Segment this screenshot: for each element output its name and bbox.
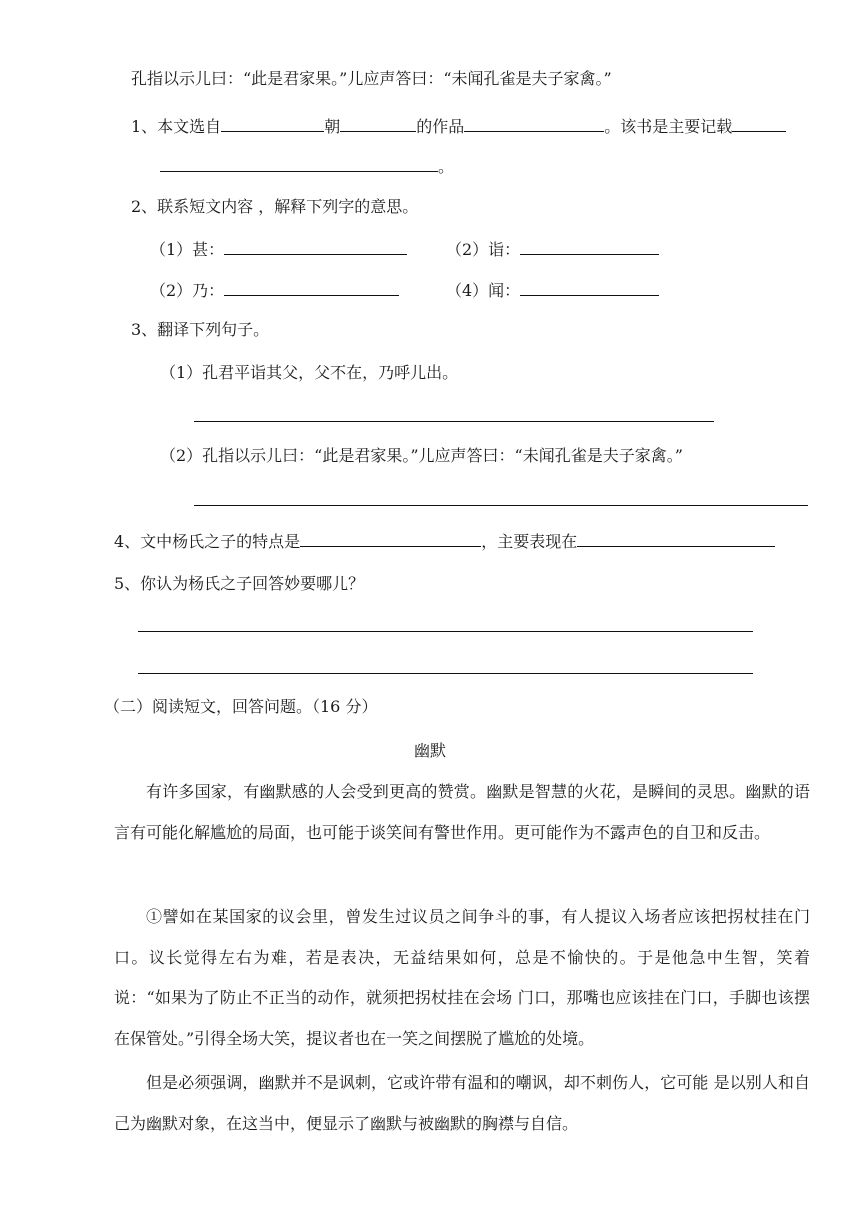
passage-paragraph-2: ①譬如在某国家的议会里，曾发生过议员之间争斗的事，有人提议入场者应该把拐杖挂在门口。议长觉得左右为难，若是表决，无益结果如何，总是不愉快的。于是他急中生智，笑着说：“如果为了防止不正当的动作，就须把拐杖挂在会场 门口，那嘴也应该挂在门口，手脚也该摆在保管处。”引得全场大笑，提议者也在一笑之间摆脱了尴尬的处境。 bbox=[114, 907, 810, 1048]
q4-blank-trait[interactable] bbox=[300, 530, 481, 547]
q1-prefix: 1、本文选自 bbox=[131, 117, 222, 136]
q1-blank-content[interactable] bbox=[160, 155, 438, 172]
q4-mid: ，主要表现在 bbox=[481, 532, 578, 551]
q3-answer-line-2[interactable] bbox=[194, 505, 808, 506]
passage-paragraph-1: 有许多国家，有幽默感的人会受到更高的赞赏。幽默是智慧的火花，是瞬间的灵思。幽默的语言有可能化解尴尬的局面，也可能于谈笑间有警世作用。更可能作为不露声色的自卫和反击。 bbox=[114, 782, 810, 842]
q4-prefix: 4、文中杨氏之子的特点是 bbox=[114, 532, 301, 551]
q2-item-1: （1）甚： bbox=[150, 238, 407, 260]
question-5-label: 5、你认为杨氏之子回答妙要哪儿？ bbox=[114, 574, 365, 593]
q1-mid3: 。该书是主要记载 bbox=[604, 117, 733, 136]
question-1-continued bbox=[160, 155, 454, 177]
q1-end: 。 bbox=[438, 157, 455, 176]
passage-paragraph-3: 但是必须强调，幽默并不是讽刺，它或许带有温和的嘲讽，却不刺伤人，它可能 是以别人和自己为幽默对象，在这当中，便显示了幽默与被幽默的胸襟与自信。 bbox=[114, 1073, 810, 1133]
q2-blank-1[interactable] bbox=[224, 238, 407, 255]
q4-blank-evidence[interactable] bbox=[577, 530, 775, 547]
q5-answer-line-2[interactable] bbox=[138, 673, 753, 674]
question-1 bbox=[131, 115, 786, 137]
question-2-label: 2、联系短文内容 ，解释下列字的意思。 bbox=[131, 197, 419, 216]
q2-blank-2[interactable] bbox=[520, 238, 659, 255]
question-4 bbox=[114, 530, 775, 552]
q2-item-2: （2）诣： bbox=[446, 238, 659, 260]
q3-sentence-2: （2）孔指以示儿曰：“此是君家果。”儿应声答曰：“未闻孔雀是夫子家禽。” bbox=[160, 446, 683, 465]
section-2-heading: （二）阅读短文，回答问题。（16 分） bbox=[104, 697, 378, 716]
q2-blank-3[interactable] bbox=[224, 279, 399, 296]
q1-blank-source[interactable] bbox=[221, 115, 324, 132]
q5-answer-line-1[interactable] bbox=[138, 631, 753, 632]
q1-blank-dynasty[interactable] bbox=[340, 115, 416, 132]
q2-blank-4[interactable] bbox=[520, 279, 659, 296]
q3-answer-line-1[interactable] bbox=[194, 421, 714, 422]
q1-mid1: 朝 bbox=[324, 117, 341, 136]
q1-mid2: 的作品 bbox=[416, 117, 465, 136]
passage-title: 幽默 bbox=[413, 741, 446, 760]
question-3-label: 3、翻译下列句子。 bbox=[131, 320, 270, 339]
q2-item-3: （2）乃： bbox=[150, 279, 399, 301]
intro-quote: 孔指以示儿曰：“此是君家果。”儿应声答曰：“未闻孔雀是夫子家禽。” bbox=[131, 69, 612, 88]
q3-sentence-1: （1）孔君平诣其父，父不在，乃呼儿出。 bbox=[160, 363, 459, 382]
q1-blank-author[interactable] bbox=[464, 115, 604, 132]
q2-item-4: （4）闻： bbox=[446, 279, 659, 301]
q1-blank-content-start[interactable] bbox=[732, 115, 786, 132]
